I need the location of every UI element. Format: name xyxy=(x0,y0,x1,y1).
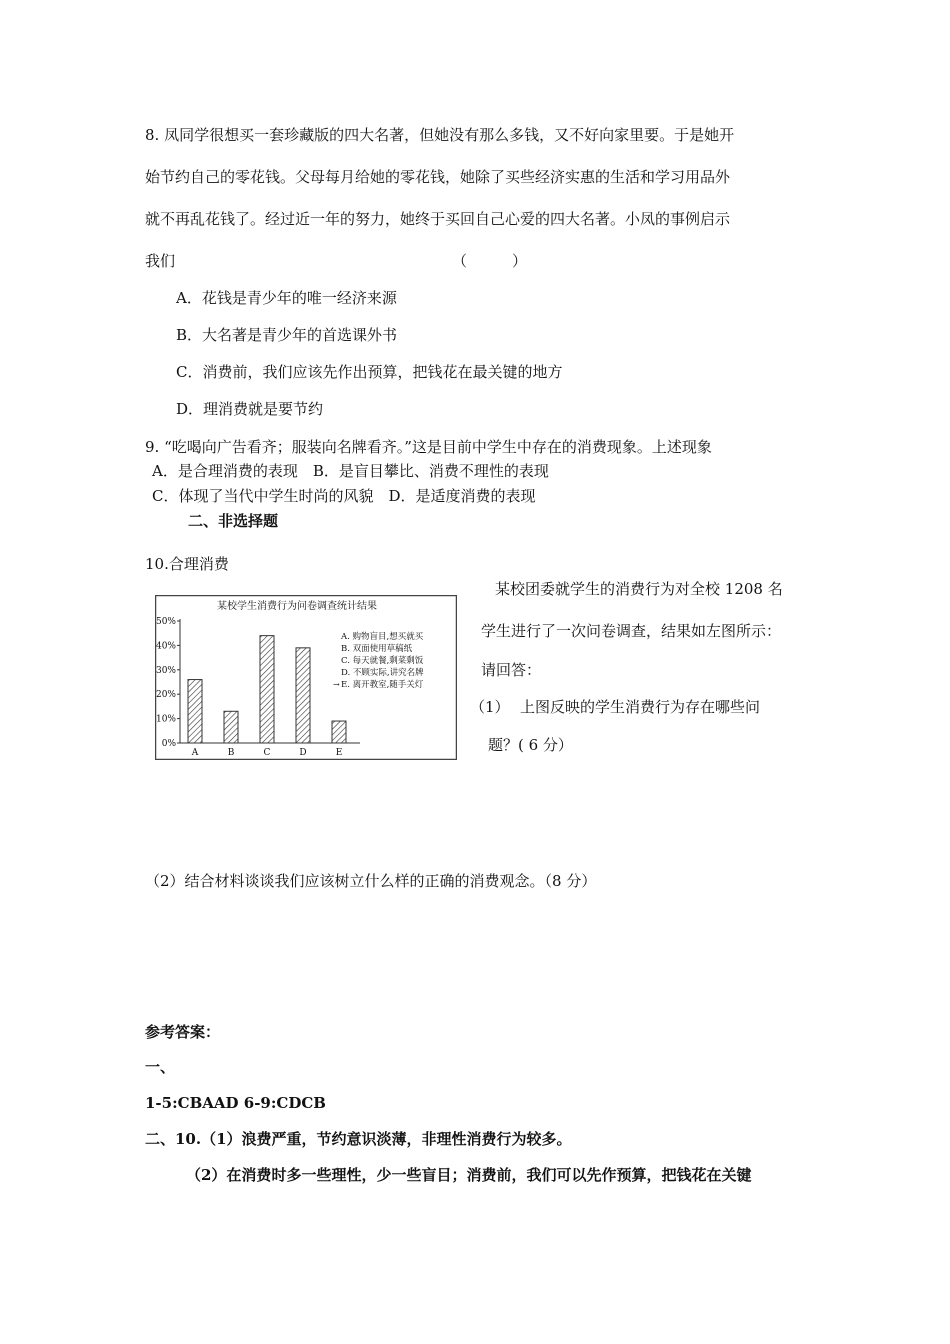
q8-stem-line3: 就不再乱花钱了。经过近一年的努力，她终于买回自己心爱的四大名著。小凤的事例启示 xyxy=(145,210,731,228)
chart-title: 某校学生消费行为问卷调查统计结果 xyxy=(217,601,377,612)
answers-part1: 1-5:CBAAD 6-9:CDCB xyxy=(145,1094,326,1112)
q10-text-line3: 请回答： xyxy=(481,661,542,679)
section-title: 二、非选择题 xyxy=(188,512,279,530)
bar-c xyxy=(260,636,274,743)
q10-sub1-text: 上图反映的学生消费行为存在哪些问 xyxy=(520,698,761,716)
bar-d xyxy=(296,648,310,743)
x-tick-label: C xyxy=(263,748,271,758)
q10-title: 10.合理消费 xyxy=(145,555,229,573)
q8-option-c: C．消费前，我们应该先作出预算，把钱花在最关键的地方 xyxy=(176,363,563,381)
answers-part2-2: （2）在消费时多一些理性，少一些盲目；消费前，我们可以先作预算，把钱花在关键 xyxy=(186,1166,752,1184)
legend-entry: D. 不顾实际,讲究名牌 xyxy=(341,668,424,678)
q8-option-b: B．大名著是青少年的首选课外书 xyxy=(176,326,398,344)
x-tick-label: D xyxy=(299,748,307,758)
q10-sub1-continued: 题？( 6 分） xyxy=(488,736,573,754)
q8-answer-paren: （ ） xyxy=(452,252,528,270)
q8-stem-line2: 始节约自己的零花钱。父母每月给她的零花钱，她除了买些经济实惠的生活和学习用品外 xyxy=(145,168,731,186)
q10-text-line1: 某校团委就学生的消费行为对全校 1208 名 xyxy=(495,580,783,598)
q10-sub1-number: （1） xyxy=(470,698,510,716)
q9-stem: 9. “吃喝向广告看齐；服装向名牌看齐。”这是目前中学生中存在的消费现象。上述现象 xyxy=(145,438,712,456)
x-tick-label: E xyxy=(335,748,343,758)
legend-entry: B. 双面使用草稿纸 xyxy=(341,644,413,654)
x-tick-label: B xyxy=(227,748,235,758)
x-tick-label: A xyxy=(191,748,199,758)
answers-title: 参考答案： xyxy=(145,1023,221,1041)
q8-option-a: A．花钱是青少年的唯一经济来源 xyxy=(176,289,397,307)
q10-text-line2: 学生进行了一次问卷调查，结果如左图所示： xyxy=(481,622,782,640)
legend-entry: A. 购物盲目,想买就买 xyxy=(341,632,424,642)
bar-a xyxy=(188,680,202,743)
survey-chart-svg xyxy=(155,595,457,760)
answers-part1-label: 一、 xyxy=(145,1058,176,1076)
y-tick-label: 40% xyxy=(155,641,176,652)
q10-sub2: （2）结合材料谈谈我们应该树立什么样的正确的消费观念。（8 分） xyxy=(145,872,597,890)
legend-arrow-icon: → xyxy=(333,680,340,689)
legend-entry: E. 离开教室,随手关灯 xyxy=(341,680,424,690)
answers-part2-1: 二、10.（1）浪费严重，节约意识淡薄，非理性消费行为较多。 xyxy=(145,1130,572,1148)
q8-stem-line1: 8. 凤同学很想买一套珍藏版的四大名著，但她没有那么多钱，又不好向家里要。于是她开 xyxy=(145,126,735,144)
y-tick-label: 20% xyxy=(155,690,176,701)
y-tick-label: 10% xyxy=(155,714,176,725)
q9-options-row2: C．体现了当代中学生时尚的风貌 D．是适度消费的表现 xyxy=(152,487,536,505)
bar-b xyxy=(224,711,238,743)
survey-chart xyxy=(155,595,457,760)
legend-entry: C. 每天就餐,剩菜剩饭 xyxy=(341,656,424,666)
q8-option-d: D．理消费就是要节约 xyxy=(176,400,324,418)
q8-stem-line4: 我们 xyxy=(145,252,176,270)
bar-e xyxy=(332,721,346,743)
q9-options-row1: A．是合理消费的表现 B．是盲目攀比、消费不理性的表现 xyxy=(152,462,549,480)
y-tick-label: 50% xyxy=(155,617,176,627)
y-tick-label: 0% xyxy=(161,739,176,749)
y-tick-label: 30% xyxy=(155,665,176,676)
